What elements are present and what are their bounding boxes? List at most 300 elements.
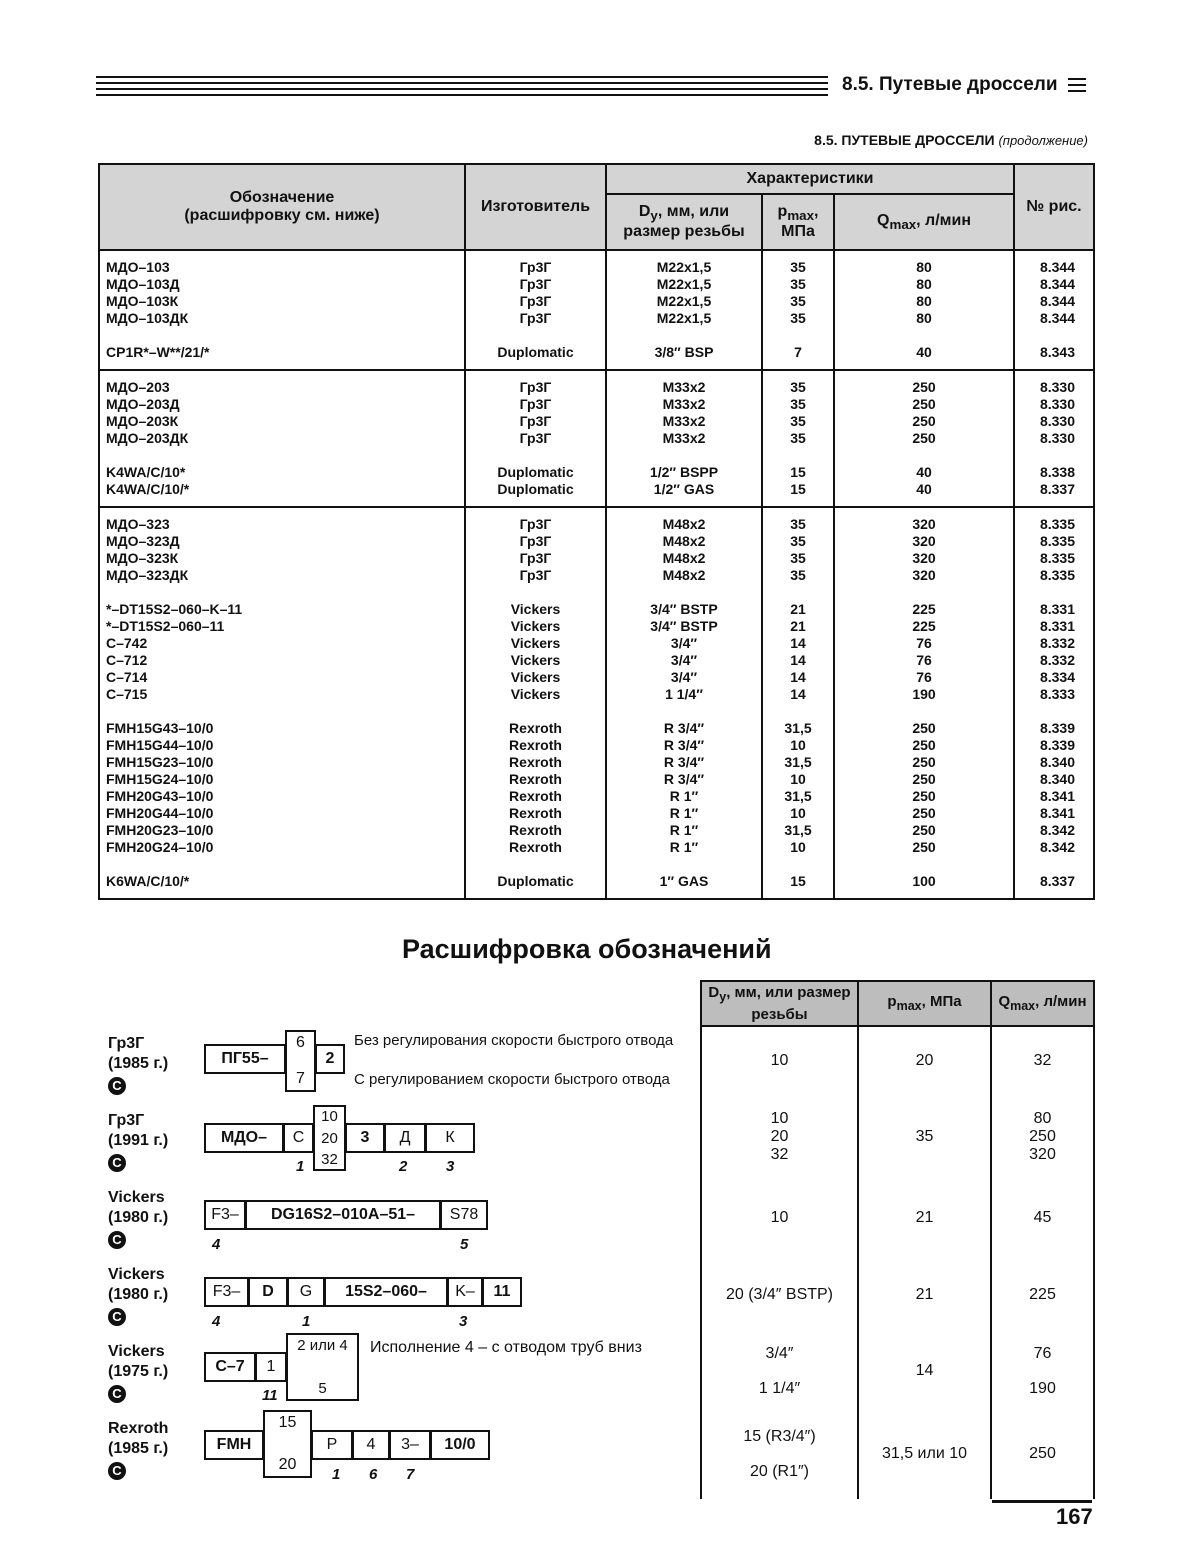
cell-line — [841, 584, 1007, 601]
cell-line — [1021, 327, 1075, 344]
cell-line — [1021, 856, 1075, 873]
cell-line: 14 — [790, 669, 806, 685]
cell-line: 10 — [770, 1110, 789, 1127]
cell-line: 250 — [912, 822, 936, 838]
code-box: G — [287, 1277, 325, 1307]
cell-line: 14 — [915, 1362, 934, 1379]
cell-line: 8.341 — [1039, 805, 1076, 821]
code-box: 10/0 — [430, 1430, 490, 1460]
cell-line: 32 — [770, 1146, 789, 1163]
code-box: 2 — [315, 1044, 345, 1074]
cell-line: 8.341 — [1039, 788, 1076, 804]
code-box-variant — [285, 1030, 316, 1092]
cell-line: 8.340 — [1039, 754, 1076, 770]
cell-line — [841, 703, 1007, 720]
p-cell — [762, 250, 834, 370]
cell-line: 100 — [912, 873, 936, 889]
cell-line: М22х1,5 — [656, 259, 712, 275]
cell-line: 21 — [915, 1209, 934, 1226]
variant-value: 20 — [321, 1129, 338, 1147]
cell-line — [769, 703, 827, 720]
cell-line: 3/4″ BSTP — [650, 618, 718, 634]
dec-q — [991, 1026, 1094, 1095]
cell-line: 190 — [912, 686, 936, 702]
cell-line: 8.340 — [1039, 771, 1076, 787]
cell-line: K6WA/C/10/* — [106, 873, 190, 889]
maker-name: Vickers — [108, 1343, 165, 1360]
cell-line: 76 — [916, 635, 932, 651]
cell-line: Vickers — [510, 652, 561, 668]
cell-line — [769, 447, 827, 464]
maker-label — [108, 1111, 168, 1173]
cell-line: Rexroth — [509, 737, 562, 753]
diagram-note: С регулированием скорости быстрого отвода — [354, 1071, 670, 1088]
maker-name: Rexroth — [108, 1420, 169, 1437]
cell-line: 31,5 или 10 — [881, 1445, 968, 1462]
cell-line: Гр3Г — [519, 259, 552, 275]
cell-line: 35 — [790, 516, 806, 532]
maker-year: (1980 г.) — [108, 1209, 169, 1226]
cell-line: МДО–203ДК — [106, 430, 189, 446]
maker-name: Vickers — [108, 1266, 165, 1283]
cell-line: Гр3Г — [519, 533, 552, 549]
cell-line: 320 — [912, 567, 936, 583]
maker-year: (1975 г.) — [108, 1363, 169, 1380]
cell-line: 320 — [912, 516, 936, 532]
cell-line: М22х1,5 — [656, 310, 712, 326]
cell-line: Rexroth — [509, 788, 562, 804]
position-index: 4 — [212, 1313, 221, 1330]
cell-line: МДО–323Д — [106, 533, 180, 549]
cell-line — [703, 1363, 856, 1380]
dec-dy — [701, 1026, 858, 1095]
dec-col-p: $p_{max}$, МПа — [858, 981, 991, 1026]
cell-line — [472, 703, 599, 720]
dec-p — [858, 1409, 991, 1499]
cell-line: 31,5 — [784, 754, 812, 770]
cell-line: R 3/4″ — [663, 737, 705, 753]
variant-top: 2 или 4 — [297, 1337, 348, 1354]
cell-line: МДО–103Д — [106, 276, 180, 292]
cell-line: Гр3Г — [519, 396, 552, 412]
dec-p — [858, 1333, 991, 1409]
cell-line: R 1″ — [669, 805, 699, 821]
cell-line: Гр3Г — [519, 310, 552, 326]
cell-line: 35 — [790, 533, 806, 549]
maker-label — [108, 1034, 168, 1096]
cell-line: Rexroth — [509, 839, 562, 855]
p-cell — [762, 370, 834, 507]
variant-bottom: 5 — [318, 1380, 327, 1397]
maker-year: (1985 г.) — [108, 1055, 169, 1072]
col-qmax: $Q_{max}$, л/мин — [834, 194, 1014, 250]
cell-line: 8.343 — [1039, 344, 1076, 360]
cell-line: Гр3Г — [519, 276, 552, 292]
maker-label — [108, 1419, 168, 1481]
cell-line: 225 — [912, 618, 936, 634]
cell-line: K4WA/C/10/* — [106, 481, 190, 497]
code-box: 4 — [352, 1430, 390, 1460]
copyright-icon: C — [108, 1077, 126, 1095]
cell-line: 35 — [790, 310, 806, 326]
cell-line: Vickers — [510, 635, 561, 651]
cell-line: 14 — [790, 686, 806, 702]
cell-line: 10 — [790, 805, 806, 821]
cell-line: 10 — [770, 1209, 789, 1226]
cell-line: 21 — [790, 618, 806, 634]
cell-line: 8.344 — [1039, 276, 1076, 292]
cell-line: МДО–323ДК — [106, 567, 189, 583]
continuation-title-text: 8.5. ПУТЕВЫЕ ДРОССЕЛИ — [814, 132, 995, 148]
cell-line — [106, 856, 458, 873]
cell-line: Rexroth — [509, 754, 562, 770]
footer-rule — [992, 1500, 1092, 1503]
cell-line: *–DT15S2–060–11 — [106, 618, 225, 634]
cell-line: М48х2 — [662, 567, 706, 583]
cell-line: 8.335 — [1039, 550, 1076, 566]
cell-line: 8.342 — [1039, 839, 1076, 855]
cell-line: 8.338 — [1039, 464, 1076, 480]
cell-line: R 3/4″ — [663, 720, 705, 736]
cell-line: 3/4″ — [765, 1344, 794, 1362]
q-cell — [834, 507, 1014, 899]
cell-line: 35 — [790, 550, 806, 566]
table-row — [99, 507, 1094, 899]
variant-top: 6 — [296, 1034, 305, 1051]
cell-line: C–714 — [106, 669, 148, 685]
cell-line: 8.344 — [1039, 293, 1076, 309]
code-box: 3 — [345, 1123, 385, 1153]
cell-line: 76 — [1033, 1344, 1052, 1362]
cell-line: 8.330 — [1039, 430, 1076, 446]
cell-line: 250 — [912, 737, 936, 753]
table-row — [701, 1095, 1094, 1179]
cell-line: 1 1/4″ — [665, 686, 703, 702]
cell-line: 21 — [790, 601, 806, 617]
makers-cell — [465, 250, 606, 370]
copyright-icon: C — [108, 1308, 126, 1326]
cell-line — [106, 447, 458, 464]
code-box-variant — [313, 1105, 346, 1171]
cell-line: 250 — [912, 788, 936, 804]
col-designation-line2: (расшифровку см. ниже) — [184, 207, 380, 224]
cell-line — [106, 327, 458, 344]
maker-name: Vickers — [108, 1189, 165, 1206]
code-box: ПГ55– — [204, 1044, 286, 1074]
table-row — [701, 1333, 1094, 1409]
designations-cell — [99, 507, 465, 899]
col-designation-line1: Обозначение — [229, 189, 335, 206]
cell-line: CP1R*–W**/21/* — [106, 344, 210, 360]
copyright-icon: C — [108, 1385, 126, 1403]
code-box-variant — [286, 1333, 359, 1401]
cell-line — [472, 856, 599, 873]
cell-line: 320 — [1029, 1146, 1056, 1163]
cell-line: 3/4″ — [670, 652, 698, 668]
dec-q — [991, 1257, 1094, 1333]
variant-bottom: 20 — [278, 1456, 297, 1473]
cell-line: 250 — [912, 771, 936, 787]
header-rule — [96, 76, 828, 102]
cell-line: R 3/4″ — [663, 754, 705, 770]
cell-line: МДО–103К — [106, 293, 179, 309]
cell-line: МДО–203Д — [106, 396, 180, 412]
cell-line: 14 — [790, 635, 806, 651]
code-box: 1 — [255, 1352, 287, 1382]
cell-line: 225 — [912, 601, 936, 617]
cell-line: 250 — [912, 430, 936, 446]
code-box: 3– — [389, 1430, 431, 1460]
dec-p — [858, 1095, 991, 1179]
cell-line: Гр3Г — [519, 550, 552, 566]
cell-line: 8.330 — [1039, 413, 1076, 429]
code-box-variant — [263, 1410, 312, 1478]
q-cell — [834, 370, 1014, 507]
cell-line: *–DT15S2–060–K–11 — [106, 601, 243, 617]
cell-line: R 1″ — [669, 822, 699, 838]
cell-line — [769, 856, 827, 873]
cell-line — [613, 327, 755, 344]
cell-line — [106, 584, 458, 601]
cell-line: FMH15G44–10/0 — [106, 737, 214, 753]
cell-line: 31,5 — [784, 720, 812, 736]
diagram-note: Исполнение 4 – с отводом труб вниз — [370, 1339, 642, 1356]
table-row — [701, 1026, 1094, 1095]
cell-line: Гр3Г — [519, 379, 552, 395]
table-row — [99, 250, 1094, 370]
cell-line: 20 (3/4″ BSTP) — [725, 1286, 834, 1303]
cell-line — [1021, 447, 1075, 464]
cell-line: 1 1/4″ — [758, 1379, 801, 1397]
cell-line: 250 — [912, 805, 936, 821]
code-box: FMH — [204, 1430, 264, 1460]
cell-line: 20 — [915, 1052, 934, 1069]
dec-q — [991, 1095, 1094, 1179]
col-characteristics: Характеристики — [606, 164, 1014, 194]
dec-q — [991, 1179, 1094, 1257]
maker-name: Гр3Г — [108, 1112, 145, 1129]
cell-line: 80 — [916, 259, 932, 275]
cell-line: МДО–103 — [106, 259, 170, 275]
position-index: 5 — [460, 1236, 469, 1253]
cell-line: 250 — [912, 754, 936, 770]
cell-line — [613, 447, 755, 464]
cell-line: Duplomatic — [497, 873, 574, 889]
cell-line: Duplomatic — [497, 481, 574, 497]
cell-line: Vickers — [510, 686, 561, 702]
code-box: D — [248, 1277, 288, 1307]
cell-line: R 1″ — [669, 839, 699, 855]
cell-line: М33х2 — [662, 379, 706, 395]
dy-cell — [606, 250, 762, 370]
dec-p — [858, 1179, 991, 1257]
dec-dy — [701, 1179, 858, 1257]
cell-line: 35 — [915, 1128, 934, 1145]
cell-line: 8.335 — [1039, 516, 1076, 532]
fig-cell — [1014, 507, 1094, 899]
dec-dy — [701, 1095, 858, 1179]
code-box: P — [311, 1430, 353, 1460]
position-index: 11 — [262, 1387, 278, 1404]
cell-line: 8.342 — [1039, 822, 1076, 838]
cell-line: Гр3Г — [519, 430, 552, 446]
dec-q — [991, 1409, 1094, 1499]
code-box: К — [425, 1123, 475, 1153]
cell-line: 250 — [912, 379, 936, 395]
position-index: 6 — [369, 1466, 378, 1483]
cell-line: 3/4″ — [670, 635, 698, 651]
cell-line: 8.333 — [1039, 686, 1076, 702]
cell-line: C–742 — [106, 635, 148, 651]
cell-line: 8.334 — [1039, 669, 1076, 685]
cell-line: R 3/4″ — [663, 771, 705, 787]
cell-line: 35 — [790, 396, 806, 412]
cell-line: 35 — [790, 276, 806, 292]
cell-line: 1/2″ GAS — [653, 481, 715, 497]
cell-line: 7 — [794, 344, 802, 360]
cell-line: 8.332 — [1039, 652, 1076, 668]
col-maker: Изготовитель — [465, 164, 606, 250]
cell-line: 3/4″ BSTP — [650, 601, 718, 617]
cell-line: 225 — [1029, 1286, 1056, 1303]
cell-line: C–715 — [106, 686, 148, 702]
cell-line: 8.330 — [1039, 396, 1076, 412]
cell-line: 40 — [916, 344, 932, 360]
variant-top: 15 — [278, 1414, 297, 1431]
cell-line: Гр3Г — [519, 413, 552, 429]
section-title: 8.5. Путевые дроссели — [842, 74, 1058, 95]
table-row — [701, 1257, 1094, 1333]
col-dy: $D_y$, мм, или размер резьбы — [606, 194, 762, 250]
cell-line: FMH20G24–10/0 — [106, 839, 214, 855]
cell-line: 80 — [1033, 1110, 1052, 1127]
cell-line — [613, 584, 755, 601]
code-box: F3– — [204, 1200, 246, 1230]
cell-line — [993, 1363, 1092, 1380]
cell-line: 35 — [790, 259, 806, 275]
cell-line — [106, 703, 458, 720]
cell-line: М33х2 — [662, 413, 706, 429]
menu-lines-icon — [1068, 78, 1086, 96]
cell-line: Rexroth — [509, 805, 562, 821]
cell-line: 8.339 — [1039, 720, 1076, 736]
cell-line — [472, 584, 599, 601]
cell-line: 15 (R3/4″) — [743, 1427, 816, 1445]
cell-line — [769, 327, 827, 344]
cell-line: FMH20G44–10/0 — [106, 805, 214, 821]
diagram-note: Без регулирования скорости быстрого отвода — [354, 1032, 674, 1049]
cell-line: 3/8″ BSP — [654, 344, 714, 360]
cell-line — [613, 703, 755, 720]
cell-line: 250 — [912, 413, 936, 429]
cell-line: 31,5 — [784, 822, 812, 838]
cell-line: М22х1,5 — [656, 293, 712, 309]
cell-line: 8.331 — [1039, 618, 1076, 634]
cell-line: 15 — [790, 873, 806, 889]
cell-line: Duplomatic — [497, 344, 574, 360]
cell-line: FMH15G23–10/0 — [106, 754, 214, 770]
cell-line: 21 — [915, 1286, 934, 1303]
cell-line: 10 — [790, 737, 806, 753]
variant-value: 32 — [321, 1151, 338, 1168]
cell-line: C–712 — [106, 652, 148, 668]
cell-line: Гр3Г — [519, 293, 552, 309]
cell-line: 8.331 — [1039, 601, 1076, 617]
position-index: 7 — [406, 1466, 415, 1483]
cell-line — [1021, 703, 1075, 720]
cell-line — [703, 1446, 856, 1463]
cell-line: 250 — [912, 396, 936, 412]
dy-cell — [606, 507, 762, 899]
cell-line: 1″ GAS — [659, 873, 709, 889]
variant-value: 10 — [321, 1108, 338, 1125]
cell-line — [841, 856, 1007, 873]
cell-line: 15 — [790, 464, 806, 480]
copyright-icon: C — [108, 1462, 126, 1480]
cell-line: 250 — [912, 720, 936, 736]
col-designation — [99, 164, 465, 250]
cell-line: МДО–203 — [106, 379, 170, 395]
cell-line: K4WA/C/10* — [106, 464, 186, 480]
position-index: 2 — [399, 1158, 408, 1175]
cell-line: 14 — [790, 652, 806, 668]
continuation-title — [814, 132, 1088, 148]
copyright-icon: C — [108, 1231, 126, 1249]
cell-line — [472, 447, 599, 464]
dec-dy — [701, 1333, 858, 1409]
cell-line — [472, 327, 599, 344]
cell-line: FMH15G24–10/0 — [106, 771, 214, 787]
cell-line: 8.335 — [1039, 567, 1076, 583]
designations-cell — [99, 370, 465, 507]
cell-line: Rexroth — [509, 822, 562, 838]
maker-year: (1991 г.) — [108, 1132, 169, 1149]
cell-line: М48х2 — [662, 516, 706, 532]
maker-label — [108, 1342, 168, 1404]
cell-line: М33х2 — [662, 396, 706, 412]
maker-label — [108, 1265, 168, 1327]
cell-line: 8.337 — [1039, 481, 1076, 497]
cell-line: 31,5 — [784, 788, 812, 804]
cell-line — [769, 584, 827, 601]
code-box: DG16S2–010A–51– — [245, 1200, 441, 1230]
cell-line: Гр3Г — [519, 567, 552, 583]
cell-line: FMH20G23–10/0 — [106, 822, 214, 838]
designations-cell — [99, 250, 465, 370]
page-number: 167 — [1056, 1504, 1093, 1529]
cell-line: МДО–323К — [106, 550, 179, 566]
maker-year: (1985 г.) — [108, 1440, 169, 1457]
cell-line — [613, 856, 755, 873]
cell-line: 250 — [1029, 1445, 1056, 1462]
maker-year: (1980 г.) — [108, 1286, 169, 1303]
fig-cell — [1014, 250, 1094, 370]
cell-line: 35 — [790, 379, 806, 395]
fig-cell — [1014, 370, 1094, 507]
cell-line: 8.337 — [1039, 873, 1076, 889]
cell-line: 320 — [912, 533, 936, 549]
cell-line: 35 — [790, 430, 806, 446]
cell-line: 20 (R1″) — [749, 1462, 809, 1480]
code-box: 15S2–060– — [324, 1277, 448, 1307]
cell-line: 1/2″ BSPP — [649, 464, 719, 480]
cell-line: Vickers — [510, 618, 561, 634]
cell-line: М48х2 — [662, 550, 706, 566]
dy-cell — [606, 370, 762, 507]
cell-line: Duplomatic — [497, 464, 574, 480]
code-box: K– — [447, 1277, 483, 1307]
cell-line: R 1″ — [669, 788, 699, 804]
